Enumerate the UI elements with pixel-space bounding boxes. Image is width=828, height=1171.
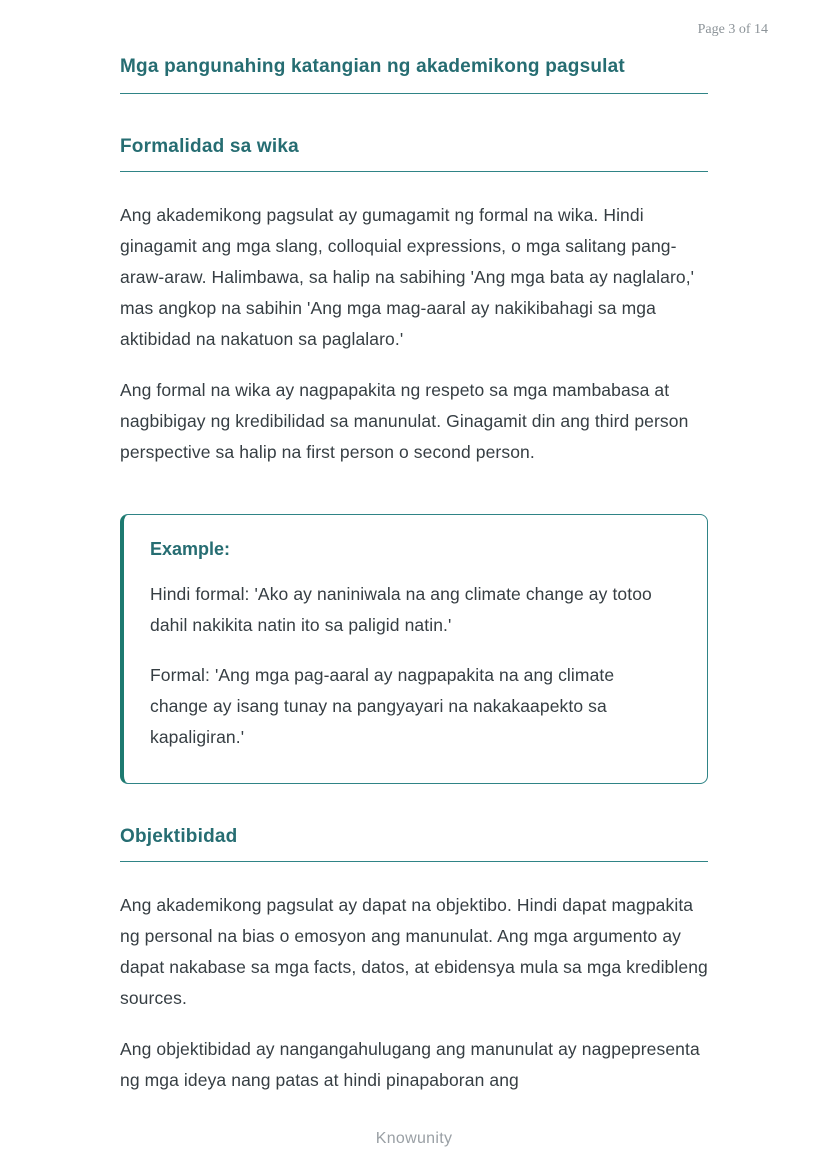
example-formal-paragraph: Formal: 'Ang mga pag-aaral ay nagpapakita na ang climate change ay isang tunay na pangyayari na nakakaapekto sa kapaligiran.' <box>150 665 615 747</box>
example-callout-box <box>120 514 708 784</box>
section-heading-formalidad: Formalidad sa wika <box>120 136 708 172</box>
formalidad-paragraph-1: Ang akademikong pagsulat ay gumagamit ng formal na wika. Hindi ginagamit ang mga slang, colloquial expressions, o mga salitang pang-araw-araw. Halimbawa, sa halip na sabihing 'Ang mga bata ay naglalaro,' mas angkop na sabihin 'Ang mga mag-aaral ay nakikibahagi sa mga aktibidad na nakatuon sa paglalaro.' <box>120 205 695 349</box>
example-label: Example: <box>150 539 231 559</box>
section-heading-objektibidad: Objektibidad <box>120 826 708 862</box>
page-indicator: Page 3 of 14 <box>697 22 768 37</box>
footer-brand: Knowunity <box>375 1130 453 1147</box>
formalidad-paragraph-2: Ang formal na wika ay nagpapakita ng respeto sa mga mambabasa at nagbibigay ng kredibilidad sa manunulat. Ginagamit din ang third person perspective sa halip na first person o second person. <box>120 380 689 462</box>
page-title: Mga pangunahing katangian ng akademikong pagsulat <box>120 56 708 94</box>
example-informal-paragraph: Hindi formal: 'Ako ay naniniwala na ang climate change ay totoo dahil nakikita natin ito sa paligid natin.' <box>150 584 652 635</box>
objektibidad-paragraph-1: Ang akademikong pagsulat ay dapat na objektibo. Hindi dapat magpakita ng personal na bias o emosyon ang manunulat. Ang mga argumento ay dapat nakabase sa mga facts, datos, at ebidensya mula sa mga kredibleng sources. <box>120 895 708 1008</box>
document-content <box>120 56 708 1096</box>
objektibidad-paragraph-2: Ang objektibidad ay nangangahulugang ang manunulat ay nagpepresenta ng mga ideya nang patas at hindi pinapaboran ang <box>120 1039 700 1090</box>
